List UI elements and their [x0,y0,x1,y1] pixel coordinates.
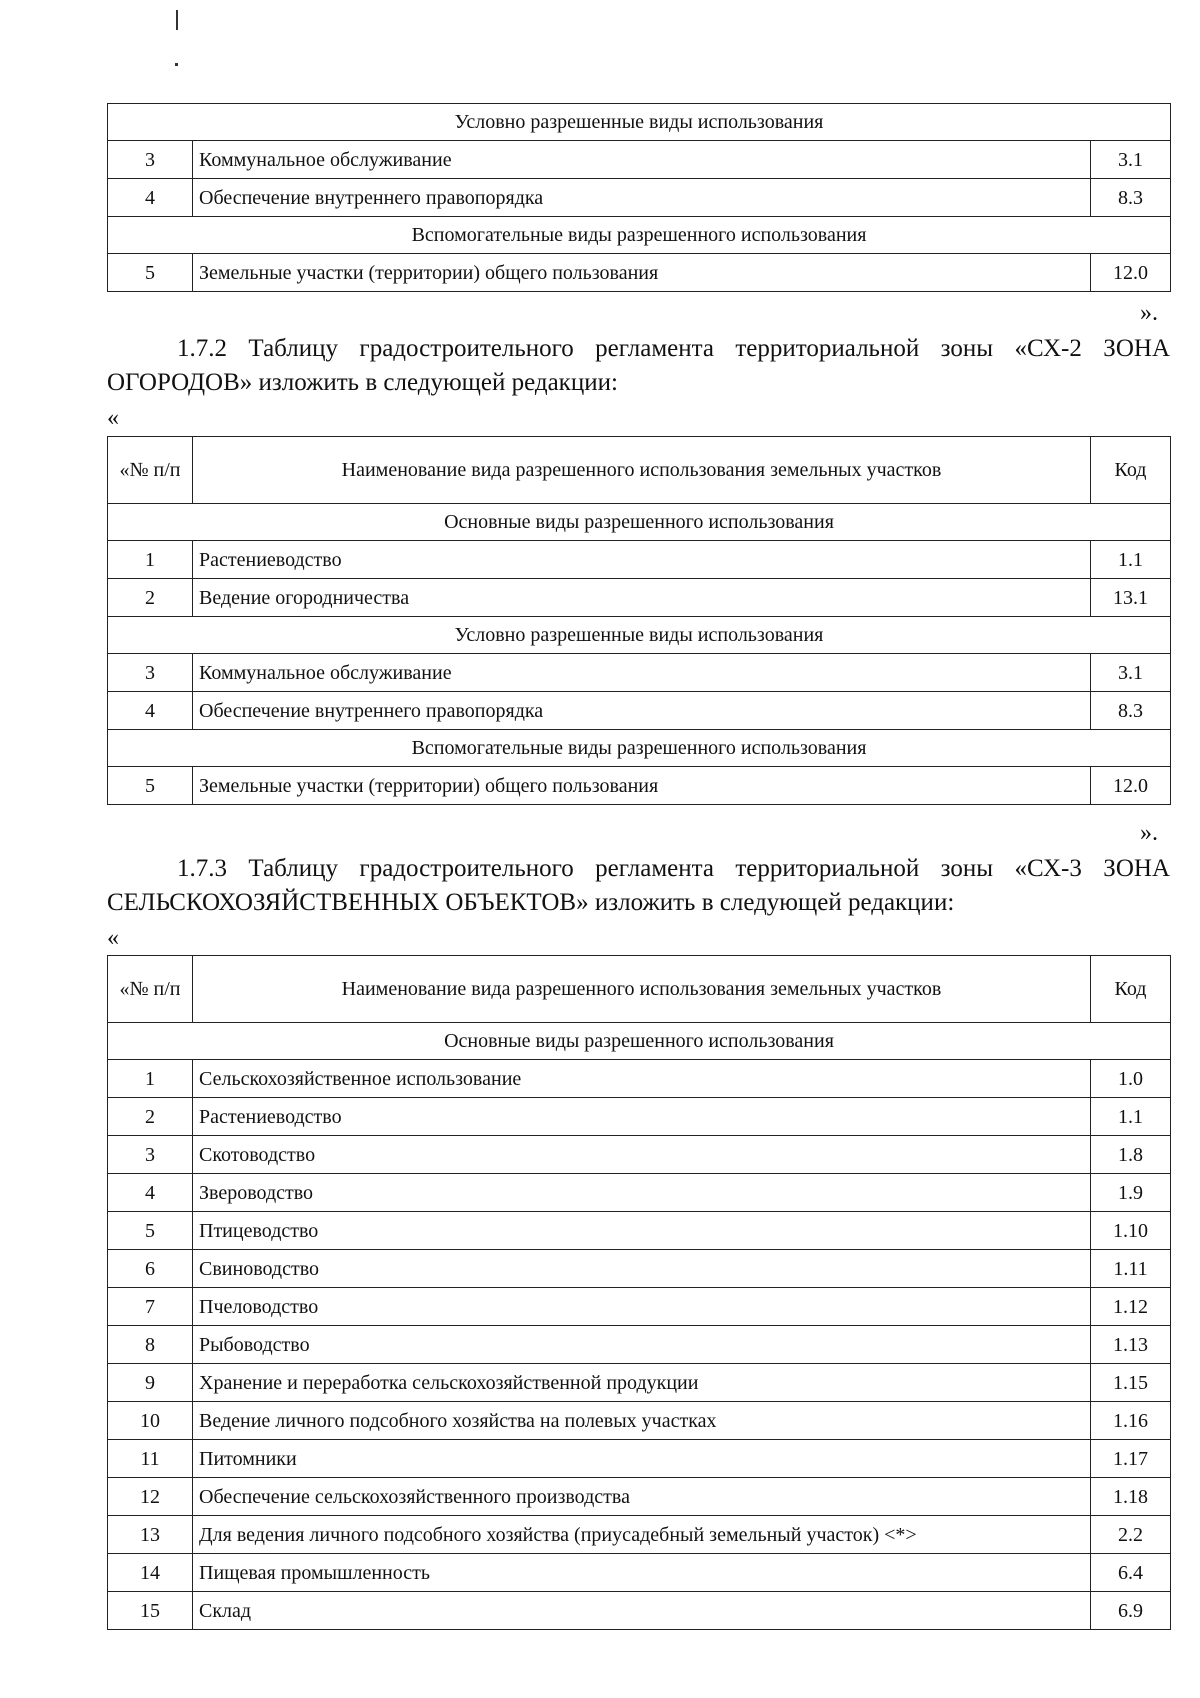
row-number: 4 [108,692,193,730]
row-number: 3 [108,1136,193,1174]
row-number: 1 [108,1060,193,1098]
row-use-name: Свиноводство [193,1250,1091,1288]
row-code: 1.17 [1091,1440,1171,1478]
row-code: 1.16 [1091,1402,1171,1440]
paragraph-1-7-3 [107,852,1170,920]
row-use-name: Обеспечение внутреннего правопорядка [193,179,1091,217]
row-use-name: Земельные участки (территории) общего пользования [193,254,1091,292]
table-row [108,1516,1171,1554]
table-partial [107,103,1170,292]
row-number: 6 [108,1250,193,1288]
table-row [108,1136,1171,1174]
row-use-name: Обеспечение внутреннего правопорядка [193,692,1091,730]
row-code: 3.1 [1091,141,1171,179]
table-row [108,1098,1171,1136]
row-number: 3 [108,141,193,179]
row-use-name: Для ведения личного подсобного хозяйства (приусадебный земельный участок) <*> [193,1516,1091,1554]
table-row [108,179,1171,217]
row-code: 1.10 [1091,1212,1171,1250]
row-number: 11 [108,1440,193,1478]
row-number: 2 [108,1098,193,1136]
table-sx3 [107,955,1170,1630]
row-number: 5 [108,254,193,292]
table-row [108,767,1171,805]
scan-artifact-mark [176,10,178,30]
row-use-name: Рыбоводство [193,1326,1091,1364]
row-use-name: Птицеводство [193,1212,1091,1250]
table-row [108,541,1171,579]
row-code: 6.4 [1091,1554,1171,1592]
row-number: 9 [108,1364,193,1402]
row-number: 1 [108,541,193,579]
row-use-name: Растениеводство [193,1098,1091,1136]
table-header-row [108,437,1171,504]
row-use-name: Питомники [193,1440,1091,1478]
closing-quote: ». [1140,300,1158,326]
row-code: 8.3 [1091,692,1171,730]
table-row [108,692,1171,730]
row-number: 5 [108,767,193,805]
row-code: 3.1 [1091,654,1171,692]
section-title: Вспомогательные виды разрешенного использования [108,730,1171,767]
section-header-row [108,504,1171,541]
row-use-name: Звероводство [193,1174,1091,1212]
table-row [108,1326,1171,1364]
row-code: 2.2 [1091,1516,1171,1554]
row-code: 1.8 [1091,1136,1171,1174]
row-code: 1.9 [1091,1174,1171,1212]
row-use-name: Склад [193,1592,1091,1630]
row-code: 1.12 [1091,1288,1171,1326]
table-sx2 [107,436,1170,805]
section-title: Вспомогательные виды разрешенного использования [108,217,1171,254]
row-code: 12.0 [1091,254,1171,292]
row-number: 2 [108,579,193,617]
row-code: 1.18 [1091,1478,1171,1516]
table-row [108,579,1171,617]
table-row [108,1174,1171,1212]
row-number: 14 [108,1554,193,1592]
row-code: 1.1 [1091,1098,1171,1136]
scan-artifact-dot [175,63,178,66]
row-use-name: Пищевая промышленность [193,1554,1091,1592]
paragraph-1-7-3-text: 1.7.3 Таблицу градостроительного регламента территориальной зоны «СХ-3 ЗОНА СЕЛЬСКОХОЗЯЙСТВЕННЫХ ОБЪЕКТОВ» изложить в следующей редакции: [107,855,1170,916]
row-number: 12 [108,1478,193,1516]
row-code: 1.13 [1091,1326,1171,1364]
opening-quote: « [107,925,119,951]
section-header-row [108,617,1171,654]
header-num: «№ п/п [108,956,193,1023]
table-row [108,1592,1171,1630]
header-code: Код [1091,437,1171,504]
table-row [108,1554,1171,1592]
row-use-name: Сельскохозяйственное использование [193,1060,1091,1098]
closing-quote: ». [1140,820,1158,846]
row-use-name: Ведение личного подсобного хозяйства на полевых участках [193,1402,1091,1440]
opening-quote: « [107,405,119,431]
row-use-name: Ведение огородничества [193,579,1091,617]
section-title: Условно разрешенные виды использования [108,104,1171,141]
row-number: 10 [108,1402,193,1440]
table-row [108,1250,1171,1288]
section-header-row [108,104,1171,141]
row-number: 7 [108,1288,193,1326]
row-number: 8 [108,1326,193,1364]
row-number: 15 [108,1592,193,1630]
table-row [108,1364,1171,1402]
table-row [108,1288,1171,1326]
table-sx3-grid [107,955,1171,1630]
table-row [108,141,1171,179]
row-number: 3 [108,654,193,692]
header-code: Код [1091,956,1171,1023]
row-code: 12.0 [1091,767,1171,805]
row-use-name: Земельные участки (территории) общего пользования [193,767,1091,805]
row-code: 1.15 [1091,1364,1171,1402]
table-row [108,1440,1171,1478]
row-code: 8.3 [1091,179,1171,217]
row-number: 13 [108,1516,193,1554]
row-use-name: Хранение и переработка сельскохозяйственной продукции [193,1364,1091,1402]
section-title: Основные виды разрешенного использования [108,1023,1171,1060]
row-code: 1.0 [1091,1060,1171,1098]
row-code: 1.11 [1091,1250,1171,1288]
row-use-name: Коммунальное обслуживание [193,141,1091,179]
table-row [108,1478,1171,1516]
table-row [108,1060,1171,1098]
row-use-name: Пчеловодство [193,1288,1091,1326]
header-name: Наименование вида разрешенного использования земельных участков [193,437,1091,504]
table-row [108,254,1171,292]
row-number: 4 [108,179,193,217]
row-use-name: Скотоводство [193,1136,1091,1174]
row-code: 1.1 [1091,541,1171,579]
section-title: Основные виды разрешенного использования [108,504,1171,541]
section-header-row [108,217,1171,254]
row-use-name: Растениеводство [193,541,1091,579]
row-number: 5 [108,1212,193,1250]
header-num: «№ п/п [108,437,193,504]
paragraph-1-7-2-text: 1.7.2 Таблицу градостроительного регламента территориальной зоны «СХ-2 ЗОНА ОГОРОДОВ» изложить в следующей редакции: [107,335,1170,396]
table-row [108,1212,1171,1250]
section-header-row [108,730,1171,767]
row-code: 13.1 [1091,579,1171,617]
section-title: Условно разрешенные виды использования [108,617,1171,654]
header-name: Наименование вида разрешенного использования земельных участков [193,956,1091,1023]
table-header-row [108,956,1171,1023]
row-use-name: Обеспечение сельскохозяйственного производства [193,1478,1091,1516]
table-row [108,654,1171,692]
table-row [108,1402,1171,1440]
section-header-row [108,1023,1171,1060]
paragraph-1-7-2 [107,332,1170,400]
row-number: 4 [108,1174,193,1212]
row-code: 6.9 [1091,1592,1171,1630]
table-partial-grid [107,103,1171,292]
row-use-name: Коммунальное обслуживание [193,654,1091,692]
table-sx2-grid [107,436,1171,805]
